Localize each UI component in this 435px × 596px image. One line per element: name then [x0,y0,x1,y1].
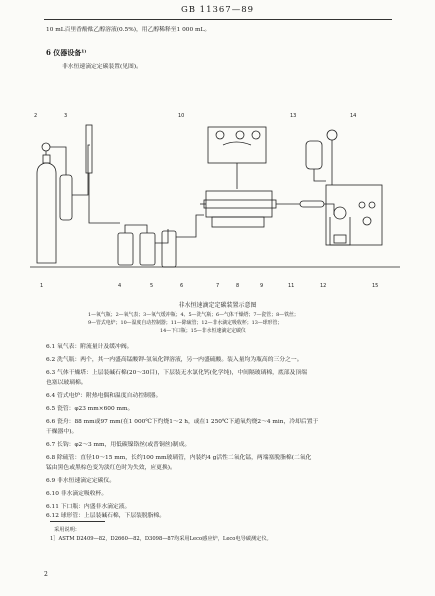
callout-1: 1 [40,283,44,289]
item-6-3-cont: 也塞以玻璃棉。 [46,380,87,386]
intro-line: 10 mL百里香酚酞乙醇溶液(0.5%)，用乙醇稀释至1 000 mL。 [46,27,211,33]
header-rule [44,19,392,20]
item-6-10: 6.10 非水滴定吸收杯。 [46,491,108,497]
apparatus-diagram [0,105,435,295]
item-6-8: 6.8 除硫管：直径10～15 mm，长约100 mm玻璃管，内装约4 g活性二氧化锰，两端塞脱脂棉(二氧化 [46,455,312,461]
item-6-2: 6.2 洗气瓶：两个，其一内盛高锰酸钾-氢氧化钾溶液，另一内盛硫酸。装入量均为瓶高的三分之一。 [46,357,303,363]
callout-3: 3 [64,113,68,119]
callout-2: 2 [34,113,38,119]
item-6-5: 6.5 瓷管：φ23 mm×600 mm。 [46,406,134,412]
item-6-6-cont: 干燥器中)。 [46,429,78,435]
callout-4: 4 [118,283,122,289]
item-6-1: 6.1 氧气表：附流量计及缓冲阀。 [46,344,133,350]
item-6-6: 6.6 瓷舟：88 mm或97 mm(在1 000℃下灼烧1～2 h，或在1 250℃下通氧灼烧2～4 min，冷却后置于 [46,419,319,425]
figure-legend-line-2: 9—管式电炉；10—温度自动控制器；11—除硫管；12—非水滴定吸收杯；13—球形管； [88,320,283,326]
footnote-text: 1］ASTM D2409—82，D2660—82，D3098—87均采用Leco感应炉，Leco电导碳测定仪。 [50,536,272,542]
figure-legend-line-1: 1—氧气瓶；2—氧气表；3—氧气缓冲瓶；4、5—洗气瓶；6—气体干燥塔；7—瓷管；8—铁丝； [88,312,299,318]
item-6-8-cont: 锰由黑色或黑棕色变为淡红色时为失效，应更换)。 [46,465,176,471]
item-6-12: 6.12 球形管：上层装碱石棉，下层装脱脂棉。 [46,513,166,519]
item-6-9: 6.9 非水恒速滴定定碳仪。 [46,478,116,484]
figure-caption: 非水恒速滴定定碳装置示意图 [178,302,257,309]
callout-5: 5 [150,283,154,289]
figure-legend-line-3: 14—下口瓶；15—非水恒速滴定定碳仪 [160,328,246,334]
callout-13: 13 [290,113,297,119]
callout-15: 15 [372,283,379,289]
callout-8: 8 [236,283,240,289]
callout-6: 6 [180,283,184,289]
callout-7: 7 [216,283,220,289]
callout-14: 14 [350,113,357,119]
callout-10: 10 [178,113,185,119]
section-6-title: 6 仪器设备¹⁾ [46,48,87,57]
callout-9: 9 [260,283,264,289]
item-6-11: 6.11 下口瓶：内盛非水滴定液。 [46,504,131,510]
section-6-intro: 非水恒速滴定定碳装置(见图)。 [62,64,142,70]
page-number: 2 [44,571,48,578]
item-6-4: 6.4 管式电炉：附热电偶和温度自动控制器。 [46,393,162,399]
callout-12: 12 [320,283,327,289]
item-6-7: 6.7 长钩：φ2～3 mm，用低碳镍铬丝(或普铜丝)制成。 [46,442,191,448]
footnote-rule [50,521,105,522]
callout-11: 11 [288,283,295,289]
standard-number-header: GB 11367—89 [180,5,255,15]
item-6-3: 6.3 气体干燥塔：上层装碱石棉(20～30目)，下层装无水氯化钙(化学纯)，中间隔玻璃棉，底部及顶端 [46,370,307,376]
footnote-label: 采用说明： [54,527,80,533]
